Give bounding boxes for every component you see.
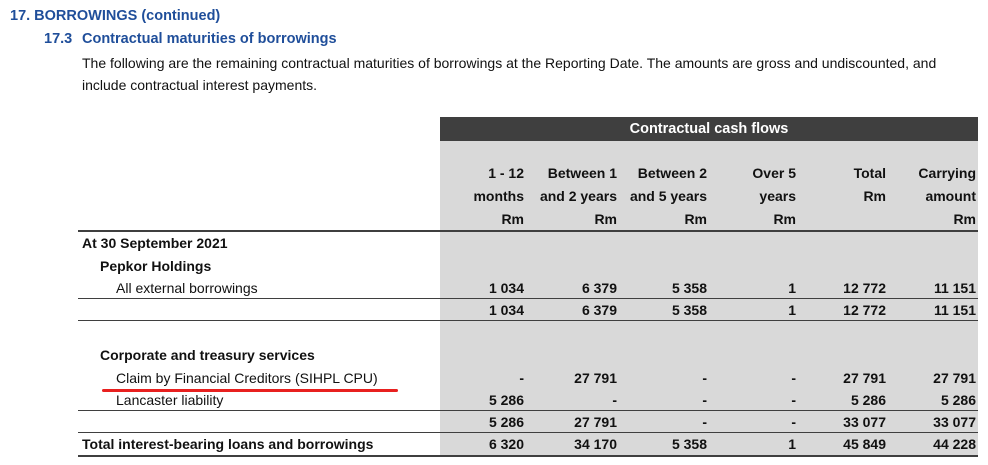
rule-after-all-external (78, 298, 978, 299)
cell-subtotal-corporate-col2: 27 791 (574, 414, 617, 430)
cell-total-col5: 45 849 (843, 436, 886, 452)
rule-after-lancaster (78, 410, 978, 411)
cell-subtotal-corporate-col3: - (702, 414, 707, 430)
cell-subtotal-pepkor-col5: 12 772 (843, 302, 886, 318)
cell-lancaster-col4: - (791, 392, 796, 408)
cell-total-col2: 34 170 (574, 436, 617, 452)
cell-subtotal-corporate-col1: 5 286 (488, 414, 524, 430)
rule-after-subtotal-2 (78, 432, 978, 433)
cell-claim-col6: 27 791 (933, 370, 976, 386)
cell-all-external-col2: 6 379 (581, 280, 617, 296)
col-head-between-2-5: Between 2 and 5 years Rm (629, 165, 707, 227)
cell-lancaster-col5: 5 286 (850, 392, 886, 408)
cell-all-external-col5: 12 772 (843, 280, 886, 296)
cell-claim-col3: - (702, 370, 707, 386)
cell-claim-col4: - (791, 370, 796, 386)
col-head-carrying: Carrying amount Rm (918, 165, 976, 227)
cell-subtotal-pepkor-col2: 6 379 (581, 302, 617, 318)
subsection-title-text: Contractual maturities of borrowings (82, 31, 337, 47)
row-label-total: Total interest-bearing loans and borrowings (82, 436, 374, 452)
row-label-claim: Claim by Financial Creditors (SIHPL CPU) (116, 370, 378, 386)
cell-subtotal-corporate-col5: 33 077 (843, 414, 886, 430)
rule-after-subtotal-1 (78, 320, 978, 321)
cell-all-external-col3: 5 358 (671, 280, 707, 296)
row-label-lancaster: Lancaster liability (116, 392, 224, 408)
cell-total-col4: 1 (788, 436, 796, 452)
cell-lancaster-col1: 5 286 (488, 392, 524, 408)
cell-total-col6: 44 228 (933, 436, 976, 452)
subsection-title (44, 31, 337, 47)
group-title-corporate: Corporate and treasury services (100, 347, 315, 363)
group-title-pepkor: Pepkor Holdings (100, 258, 212, 274)
cell-subtotal-pepkor-col3: 5 358 (671, 302, 707, 318)
cell-lancaster-col6: 5 286 (940, 392, 976, 408)
cell-claim-col5: 27 791 (843, 370, 886, 386)
cell-all-external-col1: 1 034 (488, 280, 524, 296)
cell-subtotal-pepkor-col4: 1 (788, 302, 796, 318)
rule-after-total (78, 455, 978, 457)
period-label: At 30 September 2021 (82, 235, 228, 251)
col-head-total: Total Rm (853, 165, 886, 204)
cell-total-col1: 6 320 (488, 436, 524, 452)
header-rule (78, 230, 978, 232)
cell-lancaster-col3: - (702, 392, 707, 408)
cell-all-external-col4: 1 (788, 280, 796, 296)
cell-subtotal-pepkor-col6: 11 151 (933, 302, 976, 318)
cell-claim-col2: 27 791 (574, 370, 617, 386)
contractual-cash-flows-band: Contractual cash flows (440, 117, 978, 141)
cell-subtotal-pepkor-col1: 1 034 (488, 302, 524, 318)
cell-subtotal-corporate-col6: 33 077 (933, 414, 976, 430)
subsection-number: 17.3 (44, 31, 73, 47)
cell-all-external-col6: 11 151 (933, 280, 976, 296)
col-head-1-12-months: 1 - 12 months Rm (473, 165, 524, 227)
col-head-between-1-2: Between 1 and 2 years Rm (539, 165, 617, 227)
cell-subtotal-corporate-col4: - (791, 414, 796, 430)
intro-paragraph: The following are the remaining contractual maturities of borrowings at the Reporting Date. The amounts are gross and undiscounted, and include contractual interest payments. (82, 55, 937, 93)
cell-lancaster-col2: - (612, 392, 617, 408)
section-title: 17. BORROWINGS (continued) (10, 8, 221, 24)
cell-claim-col1: - (519, 370, 524, 386)
cell-total-col3: 5 358 (671, 436, 707, 452)
col-head-over-5: Over 5 years Rm (752, 165, 796, 227)
row-label-all-external: All external borrowings (116, 280, 258, 296)
